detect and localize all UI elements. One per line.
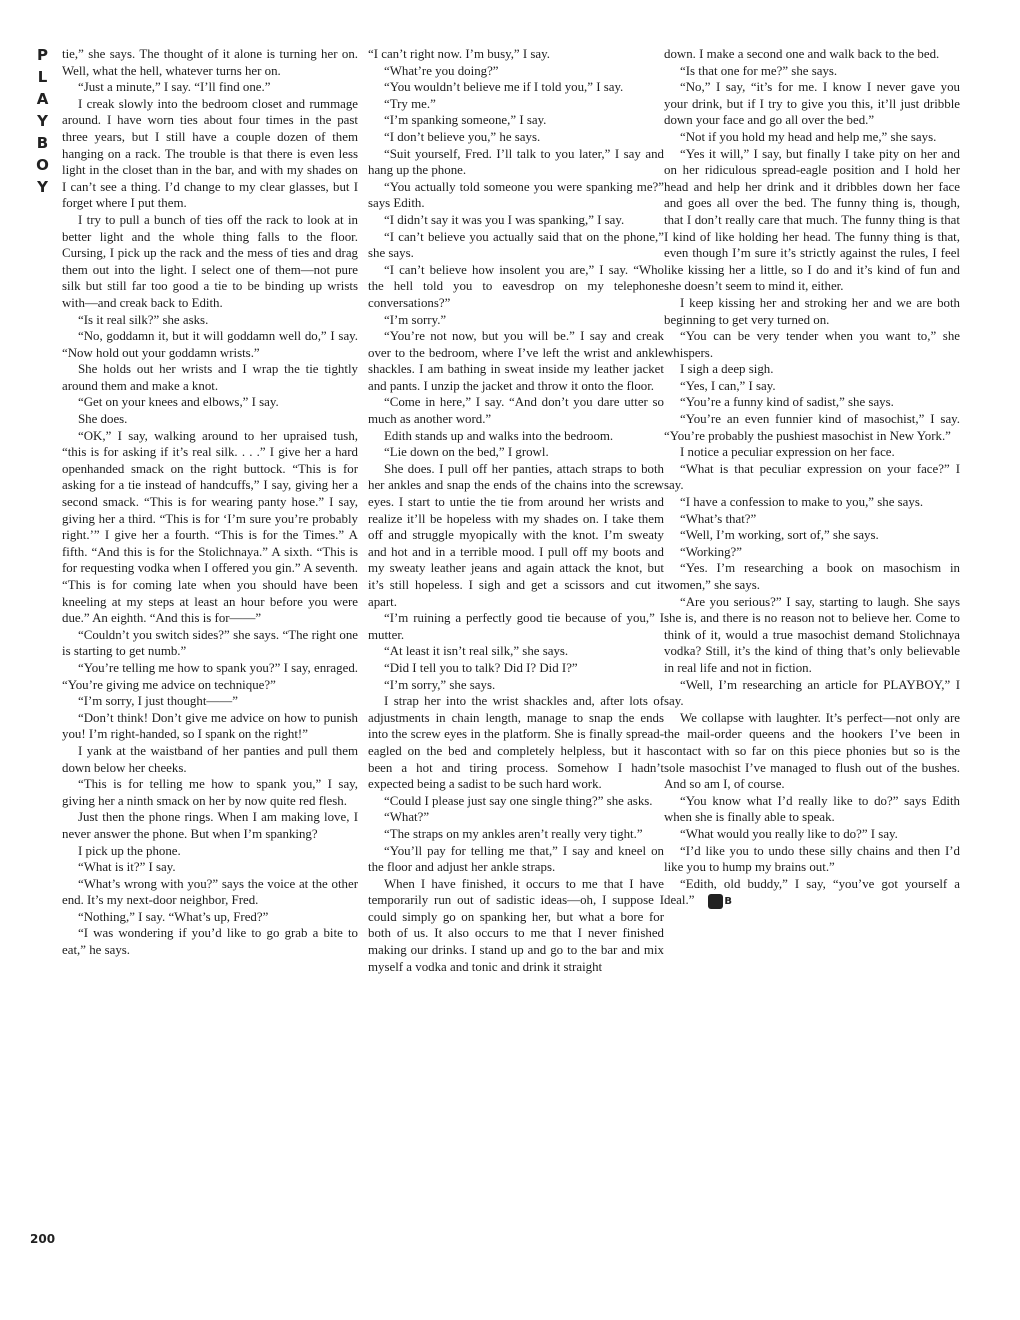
text-column-1 <box>62 46 358 959</box>
paragraph: “Could I please just say one single thing?” she asks. <box>384 793 653 808</box>
paragraph: “You actually told someone you were spanking me?” says Edith. <box>368 179 664 211</box>
paragraph: “At least it isn’t real silk,” she says. <box>384 644 569 659</box>
running-head <box>26 44 60 204</box>
paragraph: “Lie down on the bed,” I growl. <box>384 445 549 460</box>
paragraph: “You know what I’d really like to do?” says Edith when she is finally able to speak. <box>664 793 960 825</box>
paragraph: “Try me.” <box>384 96 436 111</box>
paragraph: I strap her into the wrist shackles and, after lots of adjustments in chain length, manage to snap the ends into the screw eyes in the platform. She is finally spread-eagled on the bed and completely helpless, but it has been a hot and tiring process. Somehow I hadn’t expected being a sadist to be such hard work. <box>368 694 664 792</box>
paragraph: “Come in here,” I say. “And don’t you dare utter so much as another word.” <box>368 395 664 427</box>
paragraph: “Couldn’t you switch sides?” she says. “The right one is starting to get numb.” <box>62 627 358 659</box>
paragraph: “Well, I’m researching an article for PLAYBOY,” I say. <box>664 677 960 709</box>
paragraph: I yank at the waistband of her panties and pull them down below her cheeks. <box>62 743 358 775</box>
paragraph: “Did I tell you to talk? Did I? Did I?” <box>384 660 578 675</box>
paragraph: “Is it real silk?” she asks. <box>78 312 209 327</box>
page-number: 200 <box>30 1232 56 1246</box>
paragraph: She holds out her wrists and I wrap the tie tightly around them and make a knot. <box>62 362 358 393</box>
paragraph: Just then the phone rings. When I am making love, I never answer the phone. But when I’m spanking? <box>62 810 358 841</box>
paragraph: I try to pull a bunch of ties off the rack to look at in better light and the whole thing falls to the floor. Cursing, I pick up the rack and the mess of ties and drag them out into the light. I select one of them—not pure silk but still far too good a tie to be binding up wrists with—and creak back to Edith. <box>62 212 358 310</box>
paragraph: When I have finished, it occurs to me that I have temporarily run out of sadistic ideas—oh, I suppose I could simply go on spanking her, but what a bore for both of us. It also occurs to me that I never finished making our drinks. I stand up and go to the bar and mix myself a vodka and tonic and drink it straight <box>368 876 664 974</box>
paragraph: “You’re a funny kind of sadist,” she says. <box>680 395 894 410</box>
paragraph: “Are you serious?” I say, starting to laugh. She says she is, and there is no reason not to believe her. Come to think of it, would a true masochist demand Stolichnaya vodka? Still, it’s the kind of thing that’s only believable in real life and not in fiction. <box>664 594 960 675</box>
paragraph: “What would you really like to do?” I say. <box>680 826 898 841</box>
paragraph: “Well, I’m working, sort of,” she says. <box>680 528 879 543</box>
paragraph: “I can’t believe how insolent you are,” I say. “Who the hell told you to eavesdrop on my telephone conversations?” <box>368 262 664 310</box>
paragraph: “No, goddamn it, but it will goddamn well do,” I say. “Now hold out your goddamn wrists.” <box>62 329 358 360</box>
paragraph: “Nothing,” I say. “What’s up, Fred?” <box>78 909 269 924</box>
paragraph: “The straps on my ankles aren’t really very tight.” <box>384 826 643 841</box>
paragraph: “I didn’t say it was you I was spanking,” I say. <box>384 212 625 227</box>
paragraph: “This is for telling me how to spank you,” I say, giving her a ninth smack on her by now quite red flesh. <box>62 777 358 808</box>
paragraph: She does. <box>78 412 128 427</box>
paragraph: “I was wondering if you’d like to go grab a bite to eat,” he says. <box>62 926 358 958</box>
paragraph: “You can be very tender when you want to,” she whispers. <box>664 329 960 360</box>
paragraph: “I’d like you to undo these silly chains and then I’d like you to hump my brains out.” <box>664 843 960 875</box>
paragraph: down. I make a second one and walk back to the bed. <box>664 47 940 61</box>
text-column-2 <box>368 46 664 975</box>
paragraph: “I don’t believe you,” he says. <box>384 129 541 144</box>
paragraph: I creak slowly into the bedroom closet and rummage around. I have worn ties about four times in the past three years, but I still have a couple dozen of them hanging on a rack. The trouble is that there is even less light in the closet than in the bar, and with my shades on I can’t see a thing. I’d change to my clear glasses, but I forget where I put them. <box>62 96 358 211</box>
paragraph: I pick up the phone. <box>78 843 181 858</box>
paragraph: “What?” <box>384 810 430 825</box>
paragraph: “Yes, I can,” I say. <box>680 378 776 393</box>
paragraph: “You’ll pay for telling me that,” I say and kneel on the floor and adjust her ankle straps. <box>368 843 664 875</box>
paragraph: Edith stands up and walks into the bedroom. <box>384 428 614 443</box>
paragraph: “Edith, old buddy,” I say, “you’ve got yourself a deal.” B <box>664 876 960 908</box>
paragraph: I sigh a deep sigh. <box>680 362 774 377</box>
paragraph: “You’re an even funnier kind of masochist,” I say. “You’re probably the pushiest masochist in New York.” <box>664 412 960 443</box>
paragraph: “You wouldn’t believe me if I told you,” I say. <box>384 80 624 95</box>
paragraph: We collapse with laughter. It’s perfect—not only are the mail-order queens and the hookers I’ve been in contact with so far on this piece phonies but so is the sole masochist I’ve managed to flush out of the bushes. And so am I, of course. <box>664 710 960 792</box>
paragraph: “I’m sorry.” <box>384 312 447 327</box>
text-column-3 <box>664 46 960 909</box>
paragraph: “I’m spanking someone,” I say. <box>384 113 547 128</box>
paragraph: “Is that one for me?” she says. <box>680 63 838 78</box>
paragraph: “What’s wrong with you?” says the voice at the other end. It’s my next-door neighbor, Fred. <box>62 876 358 908</box>
paragraph: “OK,” I say, walking around to her upraised tush, “this is for asking if it’s real silk. . . .” I give her a hard openhanded smack on the right buttock. “This is for asking for a tie instead of handcuffs,” I say, giving her a second smack. “This is for wearing panty hose.” I say, giving her a third. “This is for ‘I’m sure you’re probably right.’” I give her a fourth. “This is for the Times.” A fifth. “And this is for the Stolichnaya.” A sixth. “This is for requesting vodka when I offered you gin.” A seventh. “This is for coming late when you should have been kneeling at my steps at least an hour before you were due.” An eighth. “And this is for——” <box>62 428 358 626</box>
paragraph: “You’re telling me how to spank you?” I say, enraged. “You’re giving me advice on technique?” <box>62 660 358 692</box>
magazine-title: P L A Y B O Y <box>36 46 50 196</box>
paragraph: “Not if you hold my head and help me,” she says. <box>680 129 937 144</box>
paragraph: I notice a peculiar expression on her face. <box>680 445 895 460</box>
paragraph: “What is it?” I say. <box>78 860 176 875</box>
paragraph: I keep kissing her and stroking her and we are both beginning to get very turned on. <box>664 295 960 327</box>
paragraph: “You’re not now, but you will be.” I say and creak over to the bedroom, where I’ve left the wrist and ankle shackles. I am bathing in sweat inside my leather jacket and pants. I unzip the jacket and throw it onto the floor. <box>368 329 664 393</box>
paragraph: “I’m ruining a perfectly good tie because of you,” I mutter. <box>368 611 664 642</box>
rabbit-head-icon: B <box>708 894 723 909</box>
paragraph: “Just a minute,” I say. “I’ll find one.” <box>78 80 271 95</box>
paragraph: “Get on your knees and elbows,” I say. <box>78 395 279 410</box>
paragraph: “I have a confession to make to you,” she says. <box>680 495 924 510</box>
paragraph: “Yes. I’m researching a book on masochism in women,” she says. <box>664 561 960 592</box>
paragraph: “I can’t believe you actually said that on the phone,” she says. <box>368 229 664 261</box>
paragraph: “No,” I say, “it’s for me. I know I never gave you your drink, but if I try to give you this, it’ll just dribble down your face and go all over the bed.” <box>664 80 960 128</box>
paragraph: She does. I pull off her panties, attach straps to both her ankles and snap the ends of the chains into the screw eyes. I start to untie the tie from around her wrists and realize it’ll be hopeless with my shades on. I take them off and struggle myopically with the knot. I’m sweaty and hot and in a terrible mood. I pull off my boots and my sweaty leather jeans and again attack the knot, but it’s still hopeless. I sigh and get a scissors and cut it apart. <box>368 461 664 609</box>
paragraph: “Working?” <box>680 544 742 559</box>
paragraph: “Suit yourself, Fred. I’ll talk to you later,” I say and hang up the phone. <box>368 146 664 178</box>
paragraph: “I’m sorry,” she says. <box>384 677 496 692</box>
paragraph: “I can’t right now. I’m busy,” I say. <box>368 47 550 61</box>
paragraph: “Yes it will,” I say, but finally I take pity on her and on her ridiculous spread-eagle position and I hold her head and help her drink and it dribbles down her face and goes all over the bed. The funny thing is, though, that I don’t really care that much. The funny thing is that I kind of like holding her head. The funny thing is that, even though I’m sure it’s strictly against the rules, I feel like kissing her a little, so I do and it’s kind of fun and she doesn’t seem to mind it, either. <box>664 146 960 294</box>
paragraph: “I’m sorry, I just thought——” <box>78 694 238 709</box>
paragraph: “What’re you doing?” <box>384 63 499 78</box>
paragraph: “What is that peculiar expression on your face?” I say. <box>664 461 960 493</box>
paragraph: “What’s that?” <box>680 511 757 526</box>
paragraph: tie,” she says. The thought of it alone is turning her on. Well, what the hell, whatever turns her on. <box>62 47 358 78</box>
paragraph: “Don’t think! Don’t give me advice on how to punish you! I’m right-handed, so I spank on the right!” <box>62 710 358 742</box>
